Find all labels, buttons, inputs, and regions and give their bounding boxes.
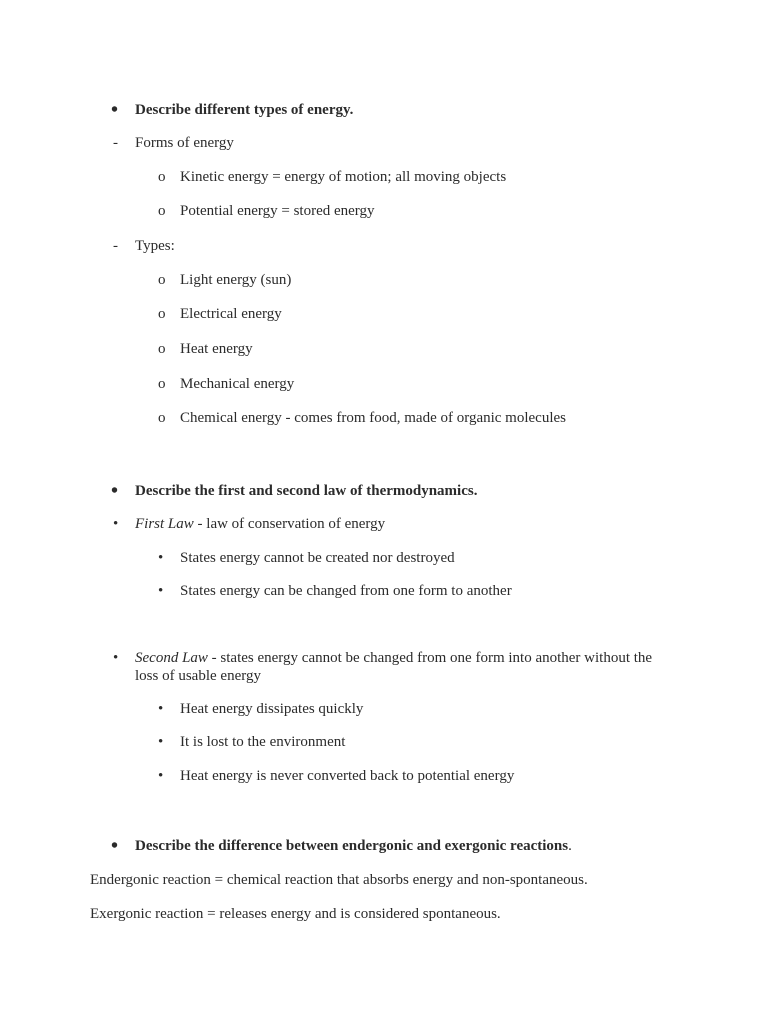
bullet-marker: • [113,650,119,666]
list-item: Electrical energy [180,306,282,322]
list-item: Chemical energy - comes from food, made of organic molecules [180,410,566,426]
list-item: Light energy (sun) [180,272,292,288]
bullet-marker: • [113,516,119,532]
bullet-marker: • [111,835,119,857]
circle-marker: o [158,306,166,322]
second-law-text: - states energy cannot be changed from one form into another without the loss of usable energy [135,650,653,684]
endergonic-definition: Endergonic reaction = chemical reaction that absorbs energy and non-spontaneous. [90,872,588,888]
list-item: Heat energy is never converted back to potential energy [180,768,515,784]
list-item: Heat energy [180,341,253,357]
circle-marker: o [158,410,166,426]
section-heading-thermodynamics: Describe the first and second law of thermodynamics. [135,483,478,499]
list-item: Potential energy = stored energy [180,203,375,219]
bullet-marker: • [158,768,164,784]
list-item: States energy can be changed from one form to another [180,583,512,599]
list-item: Mechanical energy [180,376,295,392]
forms-label: Forms of energy [135,135,234,151]
bullet-marker: • [158,701,164,717]
reactions-heading-text: Describe the difference between endergonic and exergonic reactions [135,838,569,854]
circle-marker: o [158,272,166,288]
first-law-term: First Law [135,516,194,532]
circle-marker: o [158,169,166,185]
list-item: Heat energy dissipates quickly [180,701,364,717]
list-item: Kinetic energy = energy of motion; all moving objects [180,169,507,185]
dash-marker: - [113,135,118,151]
circle-marker: o [158,341,166,357]
section-heading-energy-types: Describe different types of energy. [135,102,354,118]
second-law-line [135,649,675,685]
section-heading-reactions [135,837,572,855]
circle-marker: o [158,376,166,392]
exergonic-definition: Exergonic reaction = releases energy and is considered spontaneous. [90,906,501,922]
bullet-marker: • [158,734,164,750]
first-law-line [135,515,385,533]
list-item: It is lost to the environment [180,734,346,750]
reactions-heading-period: . [568,838,572,854]
first-law-text: - law of conservation of energy [193,516,386,532]
bullet-marker: • [158,550,164,566]
dash-marker: - [113,238,118,254]
circle-marker: o [158,203,166,219]
second-law-term: Second Law [135,650,208,666]
bullet-marker: • [111,480,119,502]
bullet-marker: • [111,99,119,121]
list-item: States energy cannot be created nor destroyed [180,550,455,566]
types-label: Types: [135,238,175,254]
bullet-marker: • [158,583,164,599]
